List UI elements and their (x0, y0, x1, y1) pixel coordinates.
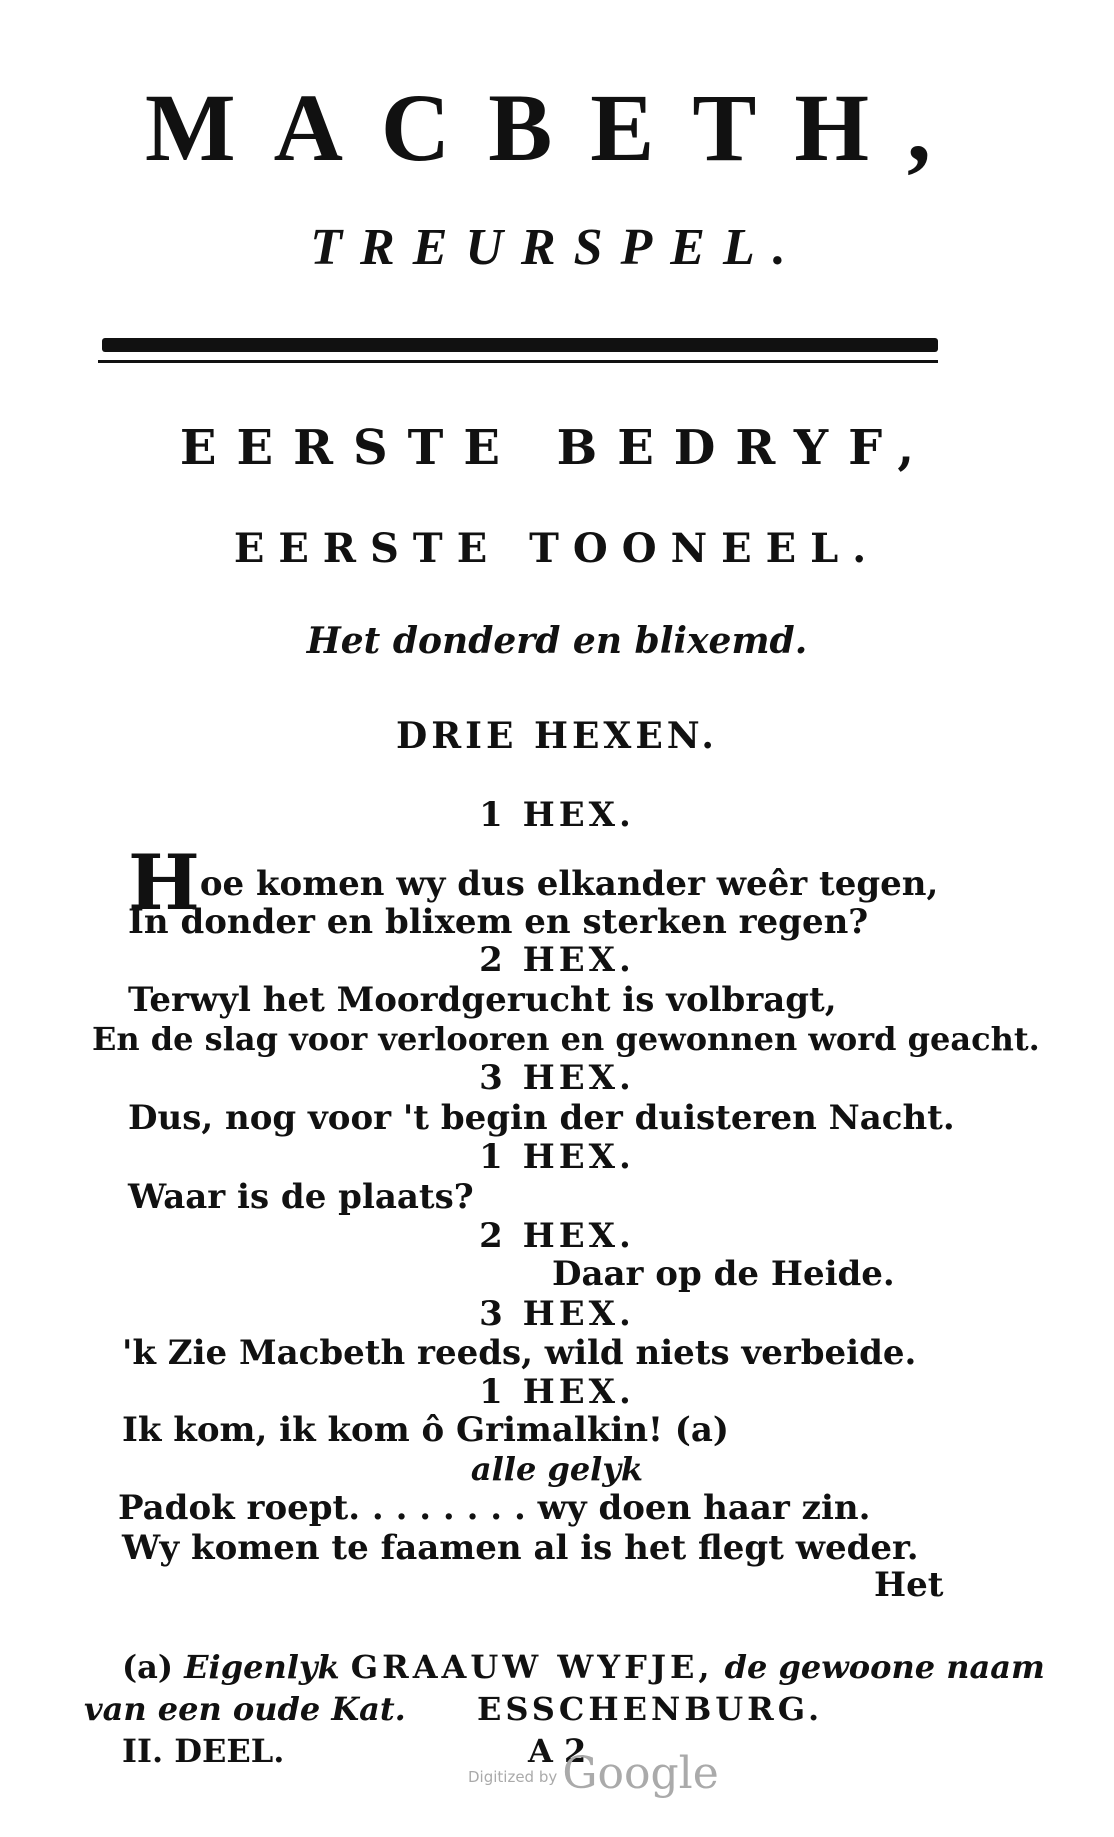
thick-rule (102, 338, 938, 352)
verse-text: oe komen wy dus elkander weêr tegen, (199, 864, 939, 904)
footnote-line (84, 1690, 823, 1728)
speaker-label: 1 HEX. (479, 795, 635, 835)
footnote-line (122, 1648, 1045, 1686)
footnote-text: de gewoone naam (724, 1648, 1045, 1686)
page-subtitle: TREURSPEL. (310, 219, 804, 276)
verse-line: Ik kom, ik kom ô Grimalkin! (a) (122, 1410, 730, 1450)
stage-direction: Het donderd en blixemd. (306, 620, 808, 662)
page-title: MACBETH, (144, 74, 970, 181)
footnote-text: Eigenlyk (184, 1648, 340, 1686)
drop-cap: H (128, 838, 200, 927)
footnote-name: GRAAUW WYFJE, (350, 1648, 714, 1686)
verse-line: Dus, nog voor 't begin der duisteren Nacht. (128, 1098, 955, 1138)
verse-line: In donder en blixem en sterken regen? (128, 902, 869, 942)
verse-line: En de slag voor verlooren en gewonnen word geacht. (92, 1020, 1040, 1058)
footnote-mark: (a) (122, 1648, 174, 1686)
verse-line: Padok roept. . . . . . . . wy doen haar zin. (118, 1488, 871, 1528)
google-logo: Google (562, 1748, 719, 1799)
verse-line: Terwyl het Moordgerucht is volbragt, (128, 980, 837, 1020)
speaker-label: 3 HEX. (479, 1294, 635, 1334)
footnote-text: van een oude Kat. (84, 1690, 406, 1728)
speaker-label: 2 HEX. (479, 1216, 635, 1256)
verse-line: 'k Zie Macbeth reeds, wild niets verbeide. (122, 1333, 917, 1373)
act-heading: EERSTE BEDRYF, (179, 420, 935, 476)
stage-direction-alle: alle gelyk (470, 1450, 644, 1488)
footnote-author: ESSCHENBURG. (476, 1690, 824, 1728)
verse-line: Daar op de Heide. (552, 1254, 895, 1294)
watermark-small: Digitized by (468, 1768, 558, 1786)
thin-rule (98, 360, 938, 363)
catchword: Het (874, 1565, 944, 1605)
volume-signature: II. DEEL. (122, 1732, 285, 1770)
speaker-label: 1 HEX. (479, 1372, 635, 1412)
speaker-label: 1 HEX. (479, 1137, 635, 1177)
verse-line: Waar is de plaats? (128, 1177, 474, 1217)
verse-line: Wy komen te faamen al is het flegt weder. (122, 1528, 919, 1568)
cast-heading: DRIE HEXEN. (396, 715, 718, 757)
signature-mark: A 2 (528, 1732, 587, 1770)
speaker-label: 3 HEX. (479, 1058, 635, 1098)
speaker-label: 2 HEX. (479, 940, 635, 980)
digitized-watermark (468, 1748, 719, 1799)
scene-heading: EERSTE TOONEEL. (233, 525, 881, 572)
